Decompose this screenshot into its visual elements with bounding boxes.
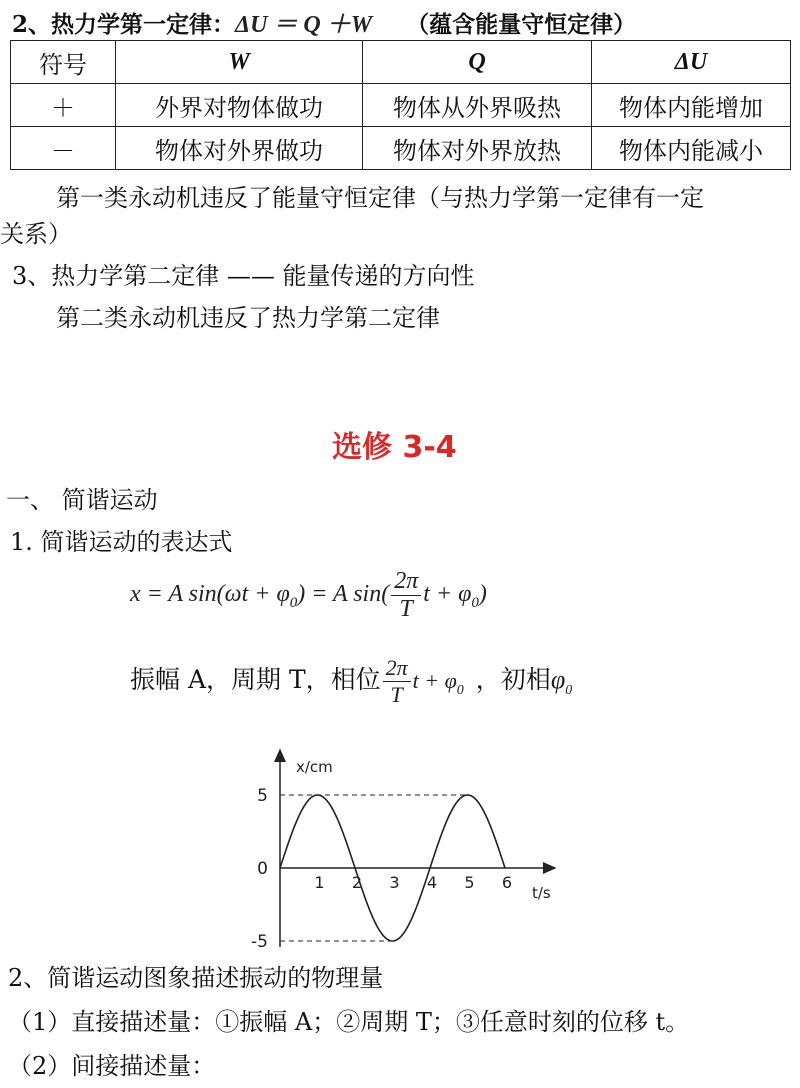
shm-sub1: 1. 简谐运动的表达式	[10, 528, 233, 556]
x-tick-label: 5	[464, 873, 475, 892]
law1-suffix: （蕴含能量守恒定律）	[406, 11, 637, 38]
formula-lhs: x = A sin(ωt + φ	[130, 581, 290, 608]
table-row	[11, 127, 791, 170]
law1-heading	[12, 4, 636, 39]
phase-sub: 0	[456, 683, 464, 698]
desc-initial-phase: ，初相	[475, 665, 551, 694]
y-tick-label: 0	[257, 859, 268, 879]
table-cell: 物体对外界做功	[116, 127, 363, 170]
phase-denominator: T	[390, 682, 403, 707]
phase-tail: t + φ	[412, 668, 457, 693]
x-tick-label: 6	[501, 873, 513, 892]
law1-prefix: 2、热力学第一定律：	[12, 11, 236, 38]
shm-formula	[130, 568, 487, 623]
table-cell: －	[11, 127, 116, 170]
fraction-numerator: 2π	[391, 568, 421, 596]
law1-formula: ΔU ＝ Q ＋W	[235, 12, 373, 38]
law2-text: 第二类永动机违反了热力学第二定律	[56, 304, 440, 332]
table-cell: 物体对外界放热	[363, 127, 592, 170]
y-tick-label: -5	[251, 932, 268, 952]
x-axis-label: t/s	[532, 884, 551, 902]
phase-numerator: 2π	[383, 655, 411, 682]
shm-description	[130, 655, 572, 708]
table-header-cell: Q	[363, 41, 592, 84]
formula-mid: ) = A sin(	[297, 581, 390, 608]
table-cell: 物体内能减小	[592, 127, 791, 170]
y-axis-label: x/cm	[296, 758, 333, 776]
formula-fraction	[391, 568, 421, 623]
initial-phase-symbol: φ	[550, 665, 566, 694]
section-title: 选修 3-4	[332, 430, 457, 465]
table-cell: 外界对物体做功	[116, 84, 363, 127]
para1-line2: 关系）	[0, 220, 72, 248]
table-header-cell: ΔU	[592, 41, 791, 84]
sec2-item1: （1）直接描述量：①振幅 A；②周期 T；③任意时刻的位移 t。	[8, 1008, 690, 1036]
sign-convention-table	[10, 40, 791, 170]
sec2-item2: （2）间接描述量：	[8, 1052, 216, 1080]
table-cell: 物体从外界吸热	[363, 84, 592, 127]
desc-amplitude: 振幅 A，周期 T，相位	[130, 665, 381, 694]
para1-line1: 第一类永动机违反了能量守恒定律（与热力学第一定律有一定	[56, 184, 704, 212]
table-header-cell: 符号	[11, 41, 116, 84]
fraction-denominator: T	[399, 596, 413, 622]
table-header-cell: W	[116, 41, 363, 84]
sec2-heading: 2、简谐运动图象描述振动的物理量	[8, 964, 384, 992]
table-cell: ＋	[11, 84, 116, 127]
y-tick-label: 5	[257, 786, 268, 806]
law2-heading: 3、热力学第二定律 —— 能量传递的方向性	[12, 262, 475, 290]
phase-fraction	[383, 655, 411, 708]
formula-sub: 0	[289, 594, 298, 611]
x-tick-label: 1	[314, 873, 325, 892]
shm-heading: 一、 简谐运动	[6, 486, 158, 514]
table-row	[11, 84, 791, 127]
table-header-row	[11, 41, 791, 84]
formula-tail: t + φ	[423, 581, 472, 608]
formula-close: )	[478, 581, 487, 608]
formula-tail-sub: 0	[471, 594, 479, 611]
x-tick-label: 2	[351, 873, 363, 892]
shm-displacement-chart	[240, 742, 580, 952]
x-tick-label: 3	[389, 873, 400, 892]
x-tick-label: 4	[426, 873, 438, 892]
initial-phase-sub: 0	[565, 683, 573, 698]
table-cell: 物体内能增加	[592, 84, 791, 127]
